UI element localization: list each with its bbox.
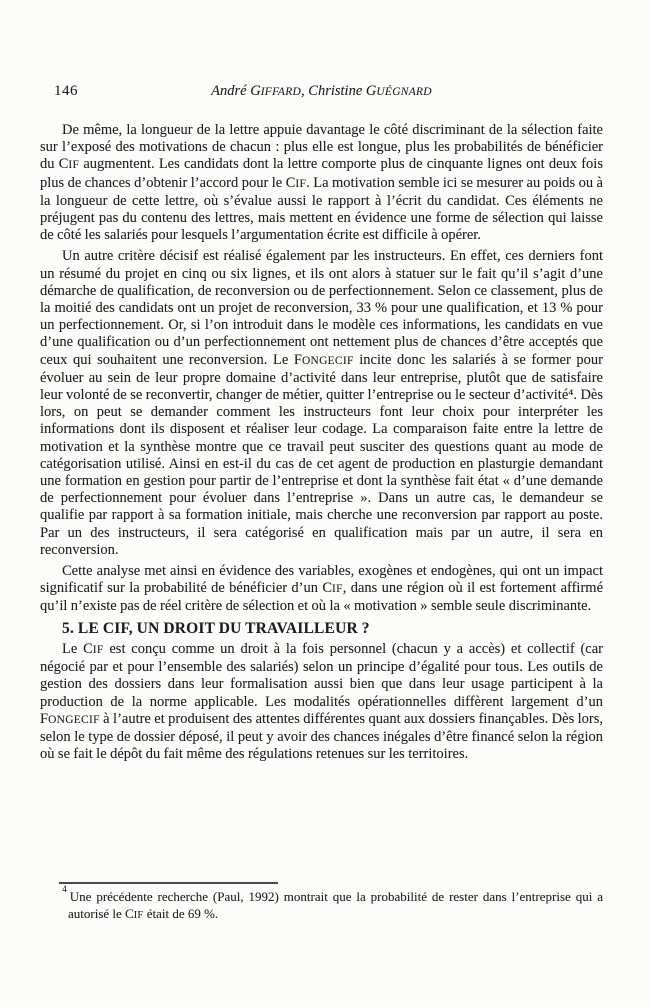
footnote-body: Une précédente recherche (Paul, 1992) montrait que la probabilité de rester dans l’entreprise qui a autorisé le CIF était de 69 %. xyxy=(68,889,603,921)
footnote-marker: 4 xyxy=(62,884,67,895)
running-head: André GIFFARD, Christine GUÉGNARD xyxy=(211,83,432,99)
page-header xyxy=(40,83,603,100)
footnote-text xyxy=(40,884,603,924)
paragraph: Un autre critère décisif est réalisé également par les instructeurs. En effet, ces derniers font un résumé du projet en cinq ou six lignes, et ils ont alors à statuer sur le fait qu’il s’agit d’une démarche de qualification, de reconversion ou de perfectionnement. Selon ce classement, plus de la moitié des candidats ont un projet de reconversion, 33 % pour une qualification, et 13 % pour un perfectionnement. Or, si l’on introduit dans le modèle ces informations, les candidats en vue d’une qualification ou d’un perfectionnement ont nettement plus de chances d’être acceptés que ceux qui souhaitent une reconversion. Le FONGECIF incite donc les salariés à se former pour évoluer au sein de leur propre domaine d’activité dans leur entreprise, plutôt que de satisfaire leur volonté de se reconvertir, changer de métier, quitter l’entreprise ou le secteur d’activité⁴. Dès lors, on peut se demander comment les instructeurs font leur choix pour interpréter les informations dont ils disposent et réaliser leur codage. La comparaison faite entre la lettre de motivation et la synthèse montre que ce travail peut susciter des questions quant au mode de catégorisation utilisé. Ainsi en est-il du cas de cet agent de production en plasturgie demandant une formation en gestion pour partir de l’entreprise et dont la synthèse fait état « d’une demande de perfectionnement pour évoluer dans l’entreprise ». Dans un autre cas, le demandeur se qualifie par rapport à sa formation initiale, mais cherche une reconversion par rapport au poste. Par un des instructeurs, il sera catégorisé en qualification mais par un autre, il sera en reconversion. xyxy=(40,248,603,558)
paragraph: De même, la longueur de la lettre appuie davantage le côté discriminant de la sélection faite sur l’exposé des motivations de chacun : plus elle est longue, plus les probabilités de bénéficier du CIF augmentent. Les candidats dont la lettre comporte plus de cinquante lignes ont deux fois plus de chances d’obtenir l’accord pour le CIF. La motivation semble ici se mesurer au poids ou à la longueur de cette lettre, où s’évalue aussi le rapport à l’écrit du candidat. Ces éléments ne préjugent pas du contenu des lettres, mais mettent en évidence une forme de sélection qui laisse de côté les salariés pour lesquels l’argumentation écrite est difficile à opérer. xyxy=(40,122,603,244)
footnote-separator xyxy=(59,882,278,884)
paragraph: Cette analyse met ainsi en évidence des variables, exogènes et endogènes, qui ont un impact significatif sur la probabilité de bénéficier d’un CIF, dans une région où il est fortement affirmé qu’il n’existe pas de réel critère de sélection et où la « motivation » semble seule discriminante. xyxy=(40,563,604,615)
page-number: 146 xyxy=(54,83,78,99)
footnote xyxy=(40,882,603,924)
section-heading: 5. LE CIF, UN DROIT DU TRAVAILLEUR ? xyxy=(62,619,370,637)
body-text xyxy=(40,122,603,767)
paragraph: Le CIF est conçu comme un droit à la fois personnel (chacun y a accès) et collectif (car négocié par et pour l’ensemble des salariés) selon un principe d’égalité pour tous. Les outils de gestion des dossiers dans leur formalisation aussi bien que dans leur usage participent à la production de la norme applicable. Les modalités opérationnelles diffèrent largement d’un FONGECIF à l’autre et produisent des attentes différentes quant aux dossiers finançables. Dès lors, selon le type de dossier déposé, il peut y avoir des chances inégales d’être financé selon la région où se fait le dépôt du fait même des régulations retenues sur les territoires. xyxy=(40,640,604,763)
